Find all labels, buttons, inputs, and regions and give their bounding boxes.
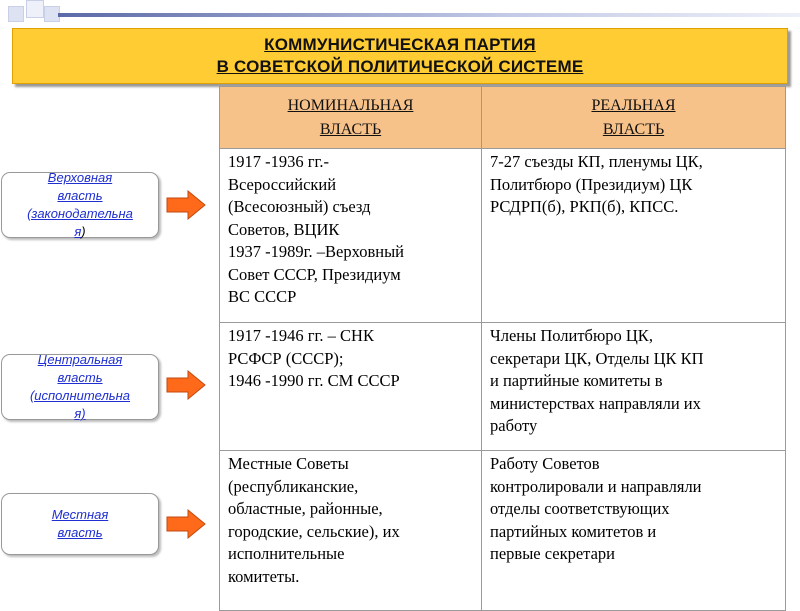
label-supreme-power	[1, 172, 159, 238]
header-real-line2: ВЛАСТЬ	[602, 120, 665, 138]
cell-nominal	[220, 451, 482, 611]
cell-line: (Всесоюзный) съезд	[228, 197, 371, 216]
cell-line: секретари ЦК, Отделы ЦК КП	[490, 348, 704, 368]
cell-nominal	[220, 323, 482, 451]
title-line-1: КОММУНИСТИЧЕСКАЯ ПАРТИЯ	[264, 35, 536, 54]
cell-line: Советов, ВЦИК	[228, 219, 340, 239]
table-row	[220, 149, 786, 323]
label-line: власть	[57, 525, 103, 540]
label-line: Верховная	[47, 170, 113, 185]
decor-square	[8, 6, 24, 22]
label-line: я)	[74, 406, 86, 421]
cell-line: РСДРП(б), РКП(б), КПСС.	[490, 197, 679, 216]
arrow-right-icon	[166, 190, 206, 220]
title-line-2: В СОВЕТСКОЙ ПОЛИТИЧЕСКОЙ СИСТЕМЕ	[216, 57, 584, 76]
cell-line: 1917 -1946 гг. – СНК	[228, 326, 374, 345]
cell-line: отделы соответствующих	[490, 499, 670, 518]
label-central-power	[1, 354, 159, 420]
header-real	[482, 87, 786, 149]
decorative-squares	[8, 0, 56, 22]
cell-line: контролировали и направляли	[490, 476, 702, 496]
label-line: Центральная	[37, 352, 123, 367]
cell-line: Местные Советы	[228, 454, 349, 473]
cell-line: министерствах направляли их	[490, 393, 701, 413]
cell-line: Совет СССР, Президиум	[228, 264, 401, 284]
decor-square	[26, 0, 44, 18]
cell-line: областные, районные,	[228, 499, 383, 518]
cell-real	[482, 149, 786, 323]
label-local-power	[1, 493, 159, 555]
cell-line: и партийные комитеты в	[490, 371, 663, 390]
cell-line: 1937 -1989г. –Верховный	[228, 242, 405, 261]
label-line: (исполнительна	[29, 388, 131, 403]
cell-line: работу	[490, 416, 538, 435]
cell-real	[482, 451, 786, 611]
table-row	[220, 323, 786, 451]
cell-real	[482, 323, 786, 451]
cell-line: Члены Политбюро ЦК,	[490, 326, 653, 345]
label-paren: )	[81, 224, 86, 239]
cell-line: городские, сельские), их	[228, 521, 400, 541]
decorative-top-line	[58, 13, 800, 17]
cell-line: исполнительные	[228, 544, 345, 563]
cell-line: Работу Советов	[490, 454, 600, 473]
header-nominal-line1: НОМИНАЛЬНАЯ	[287, 96, 414, 114]
cell-line: партийных комитетов и	[490, 521, 657, 541]
cell-line: Всероссийский	[228, 174, 337, 194]
arrow-right-icon	[166, 370, 206, 400]
label-line: власть	[57, 188, 103, 203]
cell-line: 1946 -1990 гг. СМ СССР	[228, 371, 400, 390]
cell-line: комитеты.	[228, 566, 300, 586]
header-real-line1: РЕАЛЬНАЯ	[591, 96, 676, 114]
slide-title	[12, 28, 788, 84]
cell-line: 7-27 съезды КП, пленумы ЦК,	[490, 152, 703, 171]
cell-nominal	[220, 149, 482, 323]
header-nominal	[220, 87, 482, 149]
cell-line: 1917 -1936 гг.-	[228, 152, 330, 171]
arrow-right-icon	[166, 509, 206, 539]
cell-line: первые секретари	[490, 544, 615, 563]
cell-line: ВС СССР	[228, 287, 297, 306]
label-line: власть	[57, 370, 103, 385]
table-row	[220, 451, 786, 611]
label-line: (законодательна	[27, 206, 133, 221]
power-table	[219, 86, 786, 611]
cell-line: (республиканские,	[228, 476, 359, 496]
table-header-row	[220, 87, 786, 149]
label-line: я	[74, 224, 82, 239]
header-nominal-line2: ВЛАСТЬ	[319, 120, 382, 138]
cell-line: Политбюро (Президиум) ЦК	[490, 174, 693, 194]
cell-line: РСФСР (СССР);	[228, 348, 344, 368]
label-line: Местная	[51, 507, 109, 522]
